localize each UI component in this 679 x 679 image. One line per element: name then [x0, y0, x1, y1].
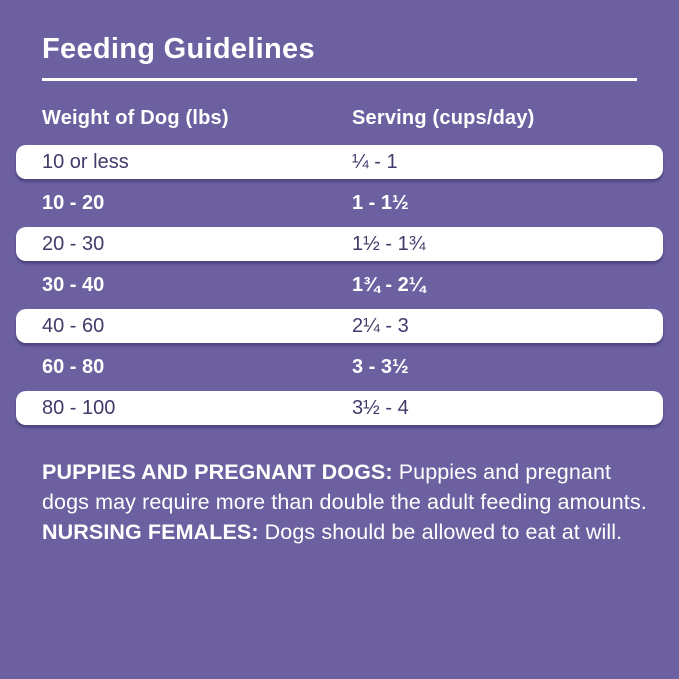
notes-text-nursing: Dogs should be allowed to eat at will.	[258, 520, 623, 544]
serving-cell: 2¼ - 3	[352, 314, 409, 337]
title-divider	[42, 78, 637, 81]
weight-cell: 60 - 80	[42, 355, 105, 378]
serving-cell: 3 - 3½	[352, 355, 409, 378]
weight-cell: 80 - 100	[42, 396, 116, 419]
weight-cell: 40 - 60	[42, 314, 105, 337]
feeding-notes	[42, 457, 648, 547]
serving-cell: 1¾ - 2¼	[352, 273, 426, 296]
page-title: Feeding Guidelines	[42, 33, 315, 65]
serving-cell: 1½ - 1¾	[352, 232, 426, 255]
table-row	[16, 268, 663, 302]
weight-cell: 20 - 30	[42, 232, 105, 255]
table-row	[16, 309, 663, 343]
weight-cell: 10 - 20	[42, 191, 105, 214]
table-row	[16, 186, 663, 220]
notes-label-puppies: PUPPIES AND PREGNANT DOGS:	[42, 460, 393, 484]
notes-text-puppies: Puppies and pregnant dogs may require more than double the adult feeding amounts.	[42, 460, 647, 514]
serving-cell: 1 - 1½	[352, 191, 409, 214]
column-header-serving: Serving (cups/day)	[352, 107, 535, 129]
feeding-table	[16, 145, 663, 425]
table-row	[16, 145, 663, 179]
column-header-weight: Weight of Dog (lbs)	[42, 107, 229, 129]
serving-cell: ¼ - 1	[352, 150, 398, 173]
weight-cell: 10 or less	[42, 150, 129, 173]
table-row	[16, 350, 663, 384]
serving-cell: 3½ - 4	[352, 396, 409, 419]
notes-label-nursing: NURSING FEMALES:	[42, 520, 259, 544]
table-row	[16, 391, 663, 425]
weight-cell: 30 - 40	[42, 273, 105, 296]
table-column-headers	[42, 107, 637, 130]
table-row	[16, 227, 663, 261]
